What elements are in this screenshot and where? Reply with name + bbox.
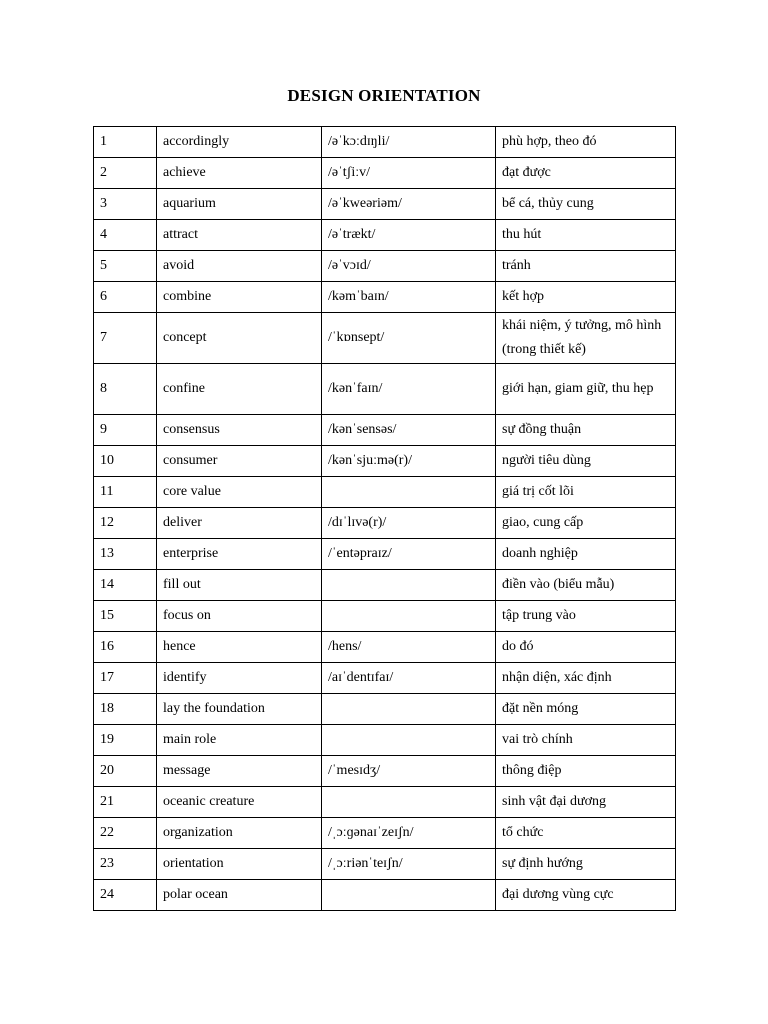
table-row (94, 508, 676, 539)
pronunciation-cell (322, 880, 496, 911)
meaning-cell: do đó (496, 632, 676, 663)
vocabulary-word-cell: aquarium (157, 189, 322, 220)
table-row (94, 313, 676, 364)
vocabulary-word-cell: concept (157, 313, 322, 364)
row-number-cell: 1 (94, 127, 157, 158)
pronunciation-cell: /ˈkɒnsept/ (322, 313, 496, 364)
pronunciation-cell: /hens/ (322, 632, 496, 663)
meaning-cell: kết hợp (496, 282, 676, 313)
pronunciation-cell: /dɪˈlɪvə(r)/ (322, 508, 496, 539)
meaning-cell: điền vào (biểu mẫu) (496, 570, 676, 601)
vocabulary-word-cell: hence (157, 632, 322, 663)
meaning-cell: sự định hướng (496, 849, 676, 880)
table-row (94, 570, 676, 601)
table-row (94, 220, 676, 251)
pronunciation-cell (322, 694, 496, 725)
table-row (94, 694, 676, 725)
meaning-cell: tránh (496, 251, 676, 282)
table-row (94, 818, 676, 849)
row-number-cell: 10 (94, 446, 157, 477)
pronunciation-cell: /kənˈsjuːmə(r)/ (322, 446, 496, 477)
table-row (94, 282, 676, 313)
row-number-cell: 9 (94, 415, 157, 446)
meaning-cell: sự đồng thuận (496, 415, 676, 446)
vocabulary-word-cell: focus on (157, 601, 322, 632)
vocabulary-word-cell: oceanic creature (157, 787, 322, 818)
vocabulary-word-cell: organization (157, 818, 322, 849)
row-number-cell: 14 (94, 570, 157, 601)
vocabulary-word-cell: main role (157, 725, 322, 756)
table-row (94, 539, 676, 570)
row-number-cell: 5 (94, 251, 157, 282)
vocabulary-word-cell: consumer (157, 446, 322, 477)
row-number-cell: 6 (94, 282, 157, 313)
pronunciation-cell: /kənˈfaɪn/ (322, 364, 496, 415)
vocabulary-table-body (94, 127, 676, 911)
row-number-cell: 8 (94, 364, 157, 415)
table-row (94, 158, 676, 189)
pronunciation-cell: /ˌɔːɡənaɪˈzeɪʃn/ (322, 818, 496, 849)
table-row (94, 477, 676, 508)
table-row (94, 725, 676, 756)
vocabulary-word-cell: confine (157, 364, 322, 415)
table-row (94, 849, 676, 880)
vocabulary-word-cell: fill out (157, 570, 322, 601)
meaning-cell: giá trị cốt lõi (496, 477, 676, 508)
table-row (94, 601, 676, 632)
vocabulary-word-cell: attract (157, 220, 322, 251)
pronunciation-cell (322, 477, 496, 508)
meaning-cell: tổ chức (496, 818, 676, 849)
vocabulary-word-cell: message (157, 756, 322, 787)
row-number-cell: 23 (94, 849, 157, 880)
row-number-cell: 3 (94, 189, 157, 220)
table-row (94, 127, 676, 158)
pronunciation-cell: /ˈmesɪdʒ/ (322, 756, 496, 787)
pronunciation-cell (322, 570, 496, 601)
vocabulary-word-cell: polar ocean (157, 880, 322, 911)
vocabulary-word-cell: lay the foundation (157, 694, 322, 725)
table-row (94, 415, 676, 446)
meaning-cell: doanh nghiệp (496, 539, 676, 570)
pronunciation-cell: /əˈvɔɪd/ (322, 251, 496, 282)
row-number-cell: 17 (94, 663, 157, 694)
pronunciation-cell: /ˌɔːriənˈteɪʃn/ (322, 849, 496, 880)
pronunciation-cell: /aɪˈdentɪfaɪ/ (322, 663, 496, 694)
meaning-cell: tập trung vào (496, 601, 676, 632)
pronunciation-cell (322, 787, 496, 818)
pronunciation-cell: /əˈtrækt/ (322, 220, 496, 251)
vocabulary-word-cell: accordingly (157, 127, 322, 158)
vocabulary-word-cell: core value (157, 477, 322, 508)
pronunciation-cell: /əˈtʃiːv/ (322, 158, 496, 189)
table-row (94, 756, 676, 787)
pronunciation-cell (322, 725, 496, 756)
meaning-cell: bể cá, thủy cung (496, 189, 676, 220)
meaning-cell: đặt nền móng (496, 694, 676, 725)
row-number-cell: 20 (94, 756, 157, 787)
row-number-cell: 11 (94, 477, 157, 508)
table-row (94, 446, 676, 477)
meaning-cell: nhận diện, xác định (496, 663, 676, 694)
meaning-cell: phù hợp, theo đó (496, 127, 676, 158)
meaning-cell: vai trò chính (496, 725, 676, 756)
vocabulary-word-cell: consensus (157, 415, 322, 446)
meaning-cell: sinh vật đại dương (496, 787, 676, 818)
vocabulary-word-cell: deliver (157, 508, 322, 539)
vocabulary-word-cell: orientation (157, 849, 322, 880)
vocabulary-table (93, 126, 676, 911)
row-number-cell: 7 (94, 313, 157, 364)
table-row (94, 787, 676, 818)
row-number-cell: 15 (94, 601, 157, 632)
meaning-cell: thông điệp (496, 756, 676, 787)
row-number-cell: 18 (94, 694, 157, 725)
vocabulary-word-cell: combine (157, 282, 322, 313)
vocabulary-word-cell: identify (157, 663, 322, 694)
meaning-cell: đại dương vùng cực (496, 880, 676, 911)
page-title: DESIGN ORIENTATION (287, 86, 481, 105)
row-number-cell: 13 (94, 539, 157, 570)
table-row (94, 364, 676, 415)
table-row (94, 251, 676, 282)
vocabulary-word-cell: achieve (157, 158, 322, 189)
pronunciation-cell: /ˈentəpraɪz/ (322, 539, 496, 570)
table-row (94, 189, 676, 220)
table-row (94, 663, 676, 694)
row-number-cell: 24 (94, 880, 157, 911)
table-row (94, 880, 676, 911)
row-number-cell: 19 (94, 725, 157, 756)
pronunciation-cell: /kənˈsensəs/ (322, 415, 496, 446)
meaning-cell: người tiêu dùng (496, 446, 676, 477)
pronunciation-cell: /əˈkweəriəm/ (322, 189, 496, 220)
meaning-cell: giao, cung cấp (496, 508, 676, 539)
row-number-cell: 12 (94, 508, 157, 539)
meaning-cell: khái niệm, ý tưởng, mô hình (trong thiết kế) (496, 313, 676, 364)
row-number-cell: 22 (94, 818, 157, 849)
vocabulary-word-cell: avoid (157, 251, 322, 282)
row-number-cell: 21 (94, 787, 157, 818)
row-number-cell: 2 (94, 158, 157, 189)
vocabulary-word-cell: enterprise (157, 539, 322, 570)
pronunciation-cell (322, 601, 496, 632)
row-number-cell: 16 (94, 632, 157, 663)
row-number-cell: 4 (94, 220, 157, 251)
meaning-cell: giới hạn, giam giữ, thu hẹp (496, 364, 676, 415)
meaning-cell: thu hút (496, 220, 676, 251)
table-row (94, 632, 676, 663)
pronunciation-cell: /kəmˈbaɪn/ (322, 282, 496, 313)
meaning-cell: đạt được (496, 158, 676, 189)
pronunciation-cell: /əˈkɔːdɪŋli/ (322, 127, 496, 158)
